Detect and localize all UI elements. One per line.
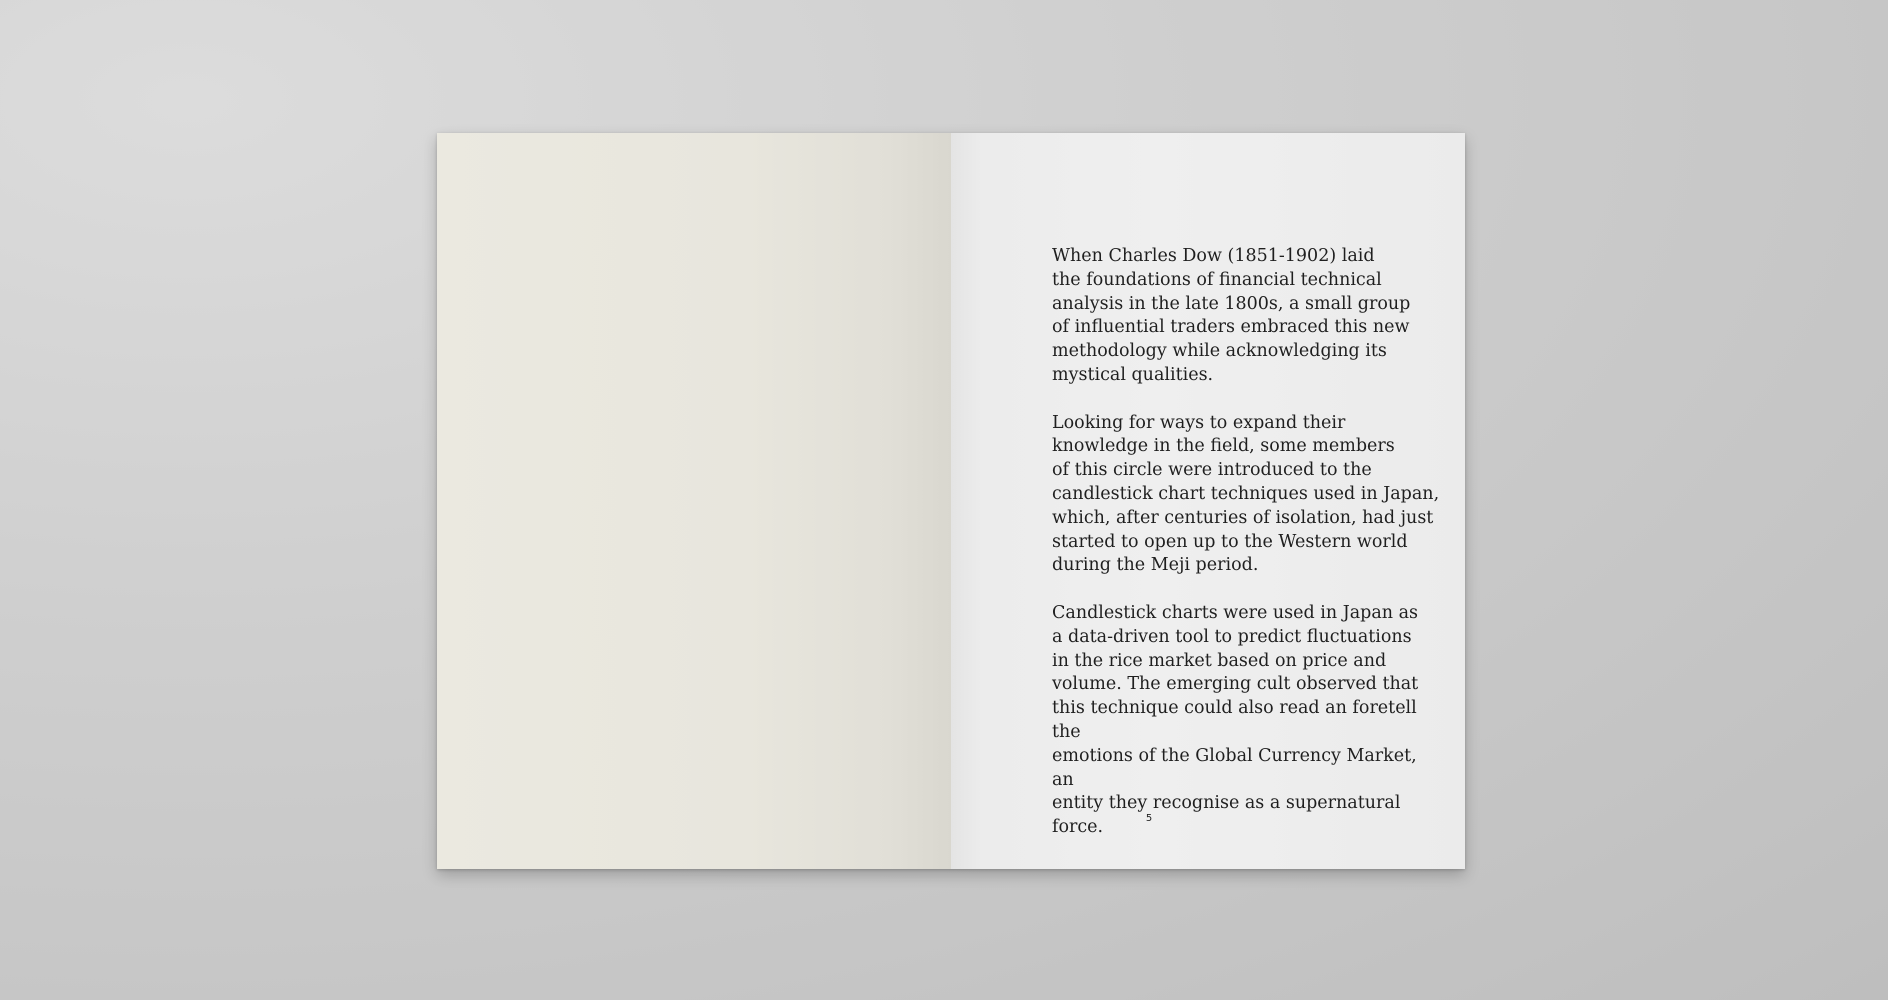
body-text (1052, 245, 1442, 864)
paragraph-charles-dow: When Charles Dow (1851-1902) laid the foundations of financial technical analysis in the late 1800s, a small group of influential traders embraced this new methodology while acknowledging its mystical qualities. (1052, 246, 1411, 385)
right-page (951, 133, 1465, 869)
paragraph-rice-market: Candlestick charts were used in Japan as a data-driven tool to predict fluctuations in the rice market based on price and volume. The emerging cult observed that this technique could also read an foretell the emotions of the Global Currency Market, an entity they recognise as a supernatural force. (1052, 602, 1419, 838)
paragraph-candlestick-japan: Looking for ways to expand their knowledge in the field, some members of this circle were introduced to the candlestick chart techniques used in Japan, which, after centuries of isolation, had just started to open up to the Western world during the Meji period. (1052, 412, 1440, 576)
page-number: 5 (1145, 813, 1153, 824)
open-booklet-spread (437, 133, 1465, 869)
left-page-blank (437, 133, 951, 869)
